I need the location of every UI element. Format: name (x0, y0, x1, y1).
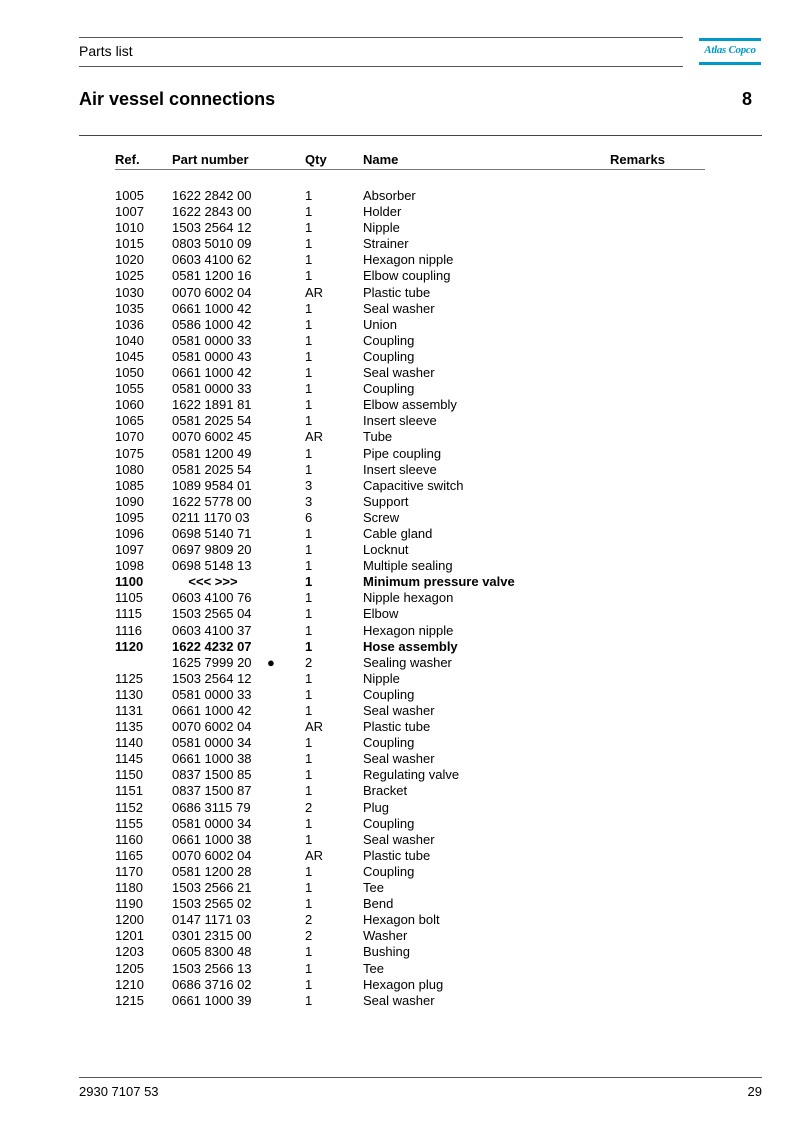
row-ref: 1140 (115, 735, 143, 751)
row-part-number: 0301 2315 00 (172, 928, 252, 944)
row-qty: 1 (305, 574, 313, 590)
table-row (0, 687, 800, 703)
table-row (0, 301, 800, 317)
table-row (0, 590, 800, 606)
row-ref: 1105 (115, 590, 143, 606)
table-row (0, 333, 800, 349)
logo-bottom-bar (699, 62, 761, 65)
row-ref: 1005 (115, 188, 144, 203)
row-ref: 1030 (115, 284, 144, 300)
row-qty: 1 (305, 525, 313, 541)
row-qty: 1 (305, 558, 313, 574)
row-ref: 1020 (115, 252, 144, 268)
row-part-number: 1503 2565 04 (172, 606, 252, 622)
table-row (0, 880, 800, 896)
row-qty: AR (305, 284, 324, 300)
row-qty: 1 (305, 703, 313, 718)
row-ref: 1015 (115, 236, 144, 252)
row-qty: AR (305, 429, 324, 445)
row-part-number: 0697 9809 20 (172, 542, 252, 558)
row-qty: 1 (305, 332, 313, 348)
row-ref: 1210 (115, 976, 144, 992)
row-ref: 1085 (115, 477, 144, 493)
col-header-name: Name (363, 152, 399, 167)
row-qty: 1 (305, 188, 313, 203)
table-row (0, 864, 800, 880)
row-part-number: 0581 2025 54 (172, 413, 252, 429)
row-name: Bend (363, 896, 394, 912)
row-qty: AR (305, 719, 324, 735)
row-qty: 1 (305, 751, 313, 767)
row-part-number: 0581 0000 33 (172, 381, 252, 397)
row-name: Tee (363, 880, 384, 896)
row-qty: 1 (305, 316, 313, 332)
table-row (0, 832, 800, 848)
row-ref: 1007 (115, 204, 144, 220)
row-part-number: 0661 1000 42 (172, 365, 252, 381)
row-part-number: 0581 0000 33 (172, 686, 252, 702)
row-qty: 1 (305, 413, 313, 429)
row-ref: 1070 (115, 429, 144, 445)
row-part-number: 0581 1200 28 (172, 863, 252, 879)
row-ref: 1080 (115, 461, 144, 477)
row-ref: 1075 (115, 445, 144, 461)
row-qty: 1 (305, 445, 313, 461)
row-part-number: 0605 8300 48 (172, 944, 252, 960)
row-qty: 1 (305, 976, 313, 992)
row-name: Elbow coupling (363, 268, 451, 284)
row-ref: 1065 (115, 413, 144, 429)
table-row (0, 365, 800, 381)
row-part-number: 0661 1000 38 (172, 831, 252, 847)
table-row (0, 703, 800, 719)
row-qty: 2 (305, 928, 313, 944)
row-qty: 1 (305, 880, 313, 896)
page-title: Air vessel connections (79, 89, 276, 109)
row-name: Tee (363, 960, 384, 976)
col-header-remarks: Remarks (610, 152, 665, 167)
row-part-number: 0070 6002 45 (172, 429, 252, 445)
row-part-number: 0837 1500 87 (172, 783, 252, 799)
row-name: Multiple sealing (363, 558, 453, 574)
row-ref: 1200 (115, 912, 144, 928)
row-ref: 1165 (115, 847, 143, 863)
row-name: Nipple hexagon (363, 590, 454, 606)
row-qty: 2 (305, 799, 313, 815)
row-ref: 1125 (115, 670, 143, 686)
header-bottom-rule (79, 66, 683, 67)
table-row (0, 494, 800, 510)
row-ref: 1045 (115, 348, 144, 364)
row-qty: 1 (305, 735, 313, 751)
row-name: Hexagon nipple (363, 622, 454, 638)
row-part-number: <<< >>> (188, 574, 238, 590)
row-name: Hexagon bolt (363, 912, 440, 928)
row-part-number: 1089 9584 01 (172, 477, 252, 493)
row-qty: 1 (305, 960, 313, 976)
col-header-part-number: Part number (172, 152, 249, 167)
table-header (0, 152, 800, 170)
table-row (0, 655, 800, 671)
row-ref: 1050 (115, 365, 144, 381)
table-row (0, 542, 800, 558)
row-ref: 1131 (115, 703, 143, 718)
table-row (0, 204, 800, 220)
row-qty: 1 (305, 300, 313, 316)
table-row (0, 977, 800, 993)
row-name: Locknut (363, 542, 409, 558)
row-part-number: 0586 1000 42 (172, 316, 252, 332)
row-ref: 1152 (115, 799, 143, 815)
row-ref: 1135 (115, 719, 143, 735)
row-name: Regulating valve (363, 767, 460, 783)
row-name: Plastic tube (363, 719, 431, 735)
row-name: Tube (363, 429, 393, 445)
row-part-number: 1622 1891 81 (172, 397, 252, 413)
row-qty: 1 (305, 831, 313, 847)
table-row (0, 719, 800, 735)
row-name: Seal washer (363, 300, 435, 316)
row-ref: 1170 (115, 863, 143, 879)
row-name: Plastic tube (363, 847, 431, 863)
row-qty: 1 (305, 365, 313, 381)
row-part-number: 0698 5148 13 (172, 558, 252, 574)
row-qty: 1 (305, 863, 313, 879)
row-qty: 1 (305, 252, 313, 268)
row-part-number: 1622 5778 00 (172, 493, 252, 509)
row-ref: 1098 (115, 558, 144, 574)
table-row (0, 349, 800, 365)
row-part-number: 1503 2564 12 (172, 220, 252, 236)
row-part-number: 0603 4100 62 (172, 252, 252, 268)
row-part-number: 0661 1000 38 (172, 751, 252, 767)
row-name: Coupling (363, 686, 415, 702)
row-part-number: 0661 1000 42 (172, 703, 252, 718)
row-part-number: 0147 1171 03 (172, 912, 251, 928)
row-qty: 1 (305, 992, 313, 1008)
table-row (0, 912, 800, 928)
row-ref: 1130 (115, 686, 143, 702)
row-part-number: 0661 1000 42 (172, 300, 252, 316)
table-row (0, 429, 800, 445)
table-row (0, 188, 800, 204)
row-name: Pipe coupling (363, 445, 442, 461)
table-row (0, 993, 800, 1009)
row-ref: 1160 (115, 831, 143, 847)
row-name: Seal washer (363, 831, 435, 847)
page-number: 29 (747, 1084, 762, 1099)
row-ref: 1040 (115, 332, 144, 348)
row-qty: 1 (305, 461, 313, 477)
row-ref: 1150 (115, 767, 143, 783)
row-name: Insert sleeve (363, 461, 437, 477)
row-qty: 1 (305, 542, 313, 558)
row-part-number: 0686 3115 79 (172, 799, 251, 815)
row-ref: 1151 (115, 783, 143, 799)
row-part-number: 1622 4232 07 (172, 638, 252, 654)
row-qty: 1 (305, 670, 313, 686)
row-qty: 3 (305, 493, 313, 509)
row-name: Support (363, 493, 409, 509)
table-row (0, 381, 800, 397)
row-qty: 1 (305, 348, 313, 364)
row-name: Coupling (363, 332, 415, 348)
row-part-number: 0661 1000 39 (172, 992, 252, 1008)
document-number: 2930 7107 53 (79, 1084, 159, 1099)
row-qty: 1 (305, 220, 313, 236)
table-row (0, 639, 800, 655)
row-name: Bushing (363, 944, 410, 960)
row-name: Coupling (363, 348, 415, 364)
row-ref: 1096 (115, 525, 144, 541)
row-ref: 1190 (115, 896, 143, 912)
row-name: Capacitive switch (363, 477, 464, 493)
row-ref: 1201 (115, 928, 144, 944)
table-row (0, 623, 800, 639)
table-row (0, 848, 800, 864)
logo-top-bar (699, 38, 761, 41)
table-header-rule (115, 169, 705, 170)
row-ref: 1215 (115, 992, 144, 1008)
row-ref: 1120 (115, 638, 144, 654)
table-row (0, 767, 800, 783)
row-name: Cable gland (363, 525, 433, 541)
parts-table-body (0, 188, 800, 1009)
row-name: Seal washer (363, 703, 435, 718)
row-qty: 1 (305, 638, 313, 654)
brand-logo (699, 38, 761, 66)
title-rule (79, 135, 762, 136)
row-part-number: 0686 3716 02 (172, 976, 252, 992)
row-part-number: 0698 5140 71 (172, 525, 252, 541)
row-name: Seal washer (363, 751, 435, 767)
row-qty: 1 (305, 896, 313, 912)
table-row (0, 816, 800, 832)
table-row (0, 285, 800, 301)
row-name: Seal washer (363, 992, 435, 1008)
table-row (0, 944, 800, 960)
row-part-number: 0211 1170 03 (172, 509, 250, 525)
row-name: Holder (363, 204, 402, 220)
row-part-number: 0837 1500 85 (172, 767, 252, 783)
row-name: Union (363, 316, 397, 332)
table-row (0, 268, 800, 284)
row-name: Elbow (363, 606, 399, 622)
row-name: Screw (363, 509, 400, 525)
table-row (0, 800, 800, 816)
row-qty: 6 (305, 509, 313, 525)
row-ref: 1100 (115, 574, 144, 590)
row-qty: 1 (305, 397, 313, 413)
row-marker-bullet: ● (267, 654, 275, 670)
row-qty: 1 (305, 236, 313, 252)
row-part-number: 1625 7999 20 (172, 654, 252, 670)
row-part-number: 0603 4100 37 (172, 622, 252, 638)
row-ref: 1095 (115, 509, 144, 525)
row-name: Minimum pressure valve (363, 574, 515, 590)
row-name: Bracket (363, 783, 408, 799)
row-name: Sealing washer (363, 654, 452, 670)
row-ref: 1180 (115, 880, 143, 896)
row-ref: 1205 (115, 960, 144, 976)
col-header-qty: Qty (305, 152, 327, 167)
row-part-number: 0603 4100 76 (172, 590, 252, 606)
table-row (0, 236, 800, 252)
row-part-number: 1503 2564 12 (172, 670, 252, 686)
row-ref: 1203 (115, 944, 144, 960)
footer-rule (79, 1077, 762, 1078)
row-ref: 1025 (115, 268, 144, 284)
section-number: 8 (741, 89, 752, 109)
row-name: Coupling (363, 381, 415, 397)
row-name: Insert sleeve (363, 413, 437, 429)
row-ref: 1036 (115, 316, 144, 332)
table-row (0, 510, 800, 526)
row-name: Elbow assembly (363, 397, 457, 413)
table-row (0, 558, 800, 574)
table-row (0, 783, 800, 799)
row-part-number: 0581 1200 16 (172, 268, 252, 284)
table-row (0, 606, 800, 622)
row-name: Strainer (363, 236, 409, 252)
table-row (0, 446, 800, 462)
row-part-number: 0070 6002 04 (172, 284, 252, 300)
table-row (0, 896, 800, 912)
row-name: Plastic tube (363, 284, 431, 300)
table-row (0, 397, 800, 413)
row-part-number: 1622 2843 00 (172, 204, 252, 220)
col-header-ref: Ref. (115, 152, 140, 167)
table-row (0, 735, 800, 751)
row-ref: 1115 (115, 606, 142, 622)
row-qty: 1 (305, 606, 313, 622)
row-part-number: 1503 2566 21 (172, 880, 252, 896)
table-row (0, 252, 800, 268)
row-name: Seal washer (363, 365, 435, 381)
row-name: Coupling (363, 735, 415, 751)
row-part-number: 0581 0000 43 (172, 348, 252, 364)
row-qty: 2 (305, 912, 313, 928)
row-part-number: 1503 2565 02 (172, 896, 252, 912)
table-row (0, 462, 800, 478)
table-row (0, 413, 800, 429)
row-name: Plug (363, 799, 390, 815)
table-row (0, 574, 800, 590)
table-row (0, 671, 800, 687)
logo-wordmark: Atlas Copco (704, 44, 756, 56)
row-qty: 1 (305, 590, 313, 606)
row-qty: AR (305, 847, 324, 863)
row-name: Hexagon plug (363, 976, 444, 992)
row-ref: 1090 (115, 493, 144, 509)
table-row (0, 317, 800, 333)
row-name: Nipple (363, 220, 400, 236)
row-name: Hexagon nipple (363, 252, 454, 268)
row-ref: 1010 (115, 220, 144, 236)
row-ref: 1060 (115, 397, 144, 413)
table-row (0, 526, 800, 542)
row-part-number: 0581 0000 33 (172, 332, 252, 348)
row-qty: 1 (305, 783, 313, 799)
row-ref: 1145 (115, 751, 143, 767)
row-qty: 1 (305, 767, 313, 783)
table-row (0, 928, 800, 944)
row-qty: 1 (305, 622, 313, 638)
row-ref: 1055 (115, 381, 144, 397)
row-qty: 2 (305, 654, 313, 670)
header-top-rule (79, 37, 683, 38)
header-section-label: Parts list (79, 43, 133, 59)
row-qty: 3 (305, 477, 313, 493)
row-ref: 1035 (115, 300, 144, 316)
table-row (0, 220, 800, 236)
row-qty: 1 (305, 204, 313, 220)
row-name: Coupling (363, 863, 415, 879)
row-name: Nipple (363, 670, 400, 686)
table-row (0, 751, 800, 767)
row-ref: 1116 (115, 622, 142, 638)
row-name: Absorber (363, 188, 416, 203)
row-part-number: 0581 0000 34 (172, 815, 252, 831)
row-part-number: 0070 6002 04 (172, 847, 252, 863)
row-name: Hose assembly (363, 638, 458, 654)
row-part-number: 0581 1200 49 (172, 445, 252, 461)
row-qty: 1 (305, 815, 313, 831)
row-part-number: 0070 6002 04 (172, 719, 252, 735)
row-part-number: 0581 0000 34 (172, 735, 252, 751)
row-qty: 1 (305, 268, 313, 284)
row-qty: 1 (305, 944, 313, 960)
row-qty: 1 (305, 381, 313, 397)
row-qty: 1 (305, 686, 313, 702)
row-part-number: 0581 2025 54 (172, 461, 252, 477)
row-part-number: 1622 2842 00 (172, 188, 252, 203)
table-row (0, 478, 800, 494)
row-part-number: 1503 2566 13 (172, 960, 252, 976)
row-name: Coupling (363, 815, 415, 831)
row-part-number: 0803 5010 09 (172, 236, 252, 252)
table-row (0, 961, 800, 977)
row-name: Washer (363, 928, 408, 944)
row-ref: 1155 (115, 815, 143, 831)
row-ref: 1097 (115, 542, 144, 558)
